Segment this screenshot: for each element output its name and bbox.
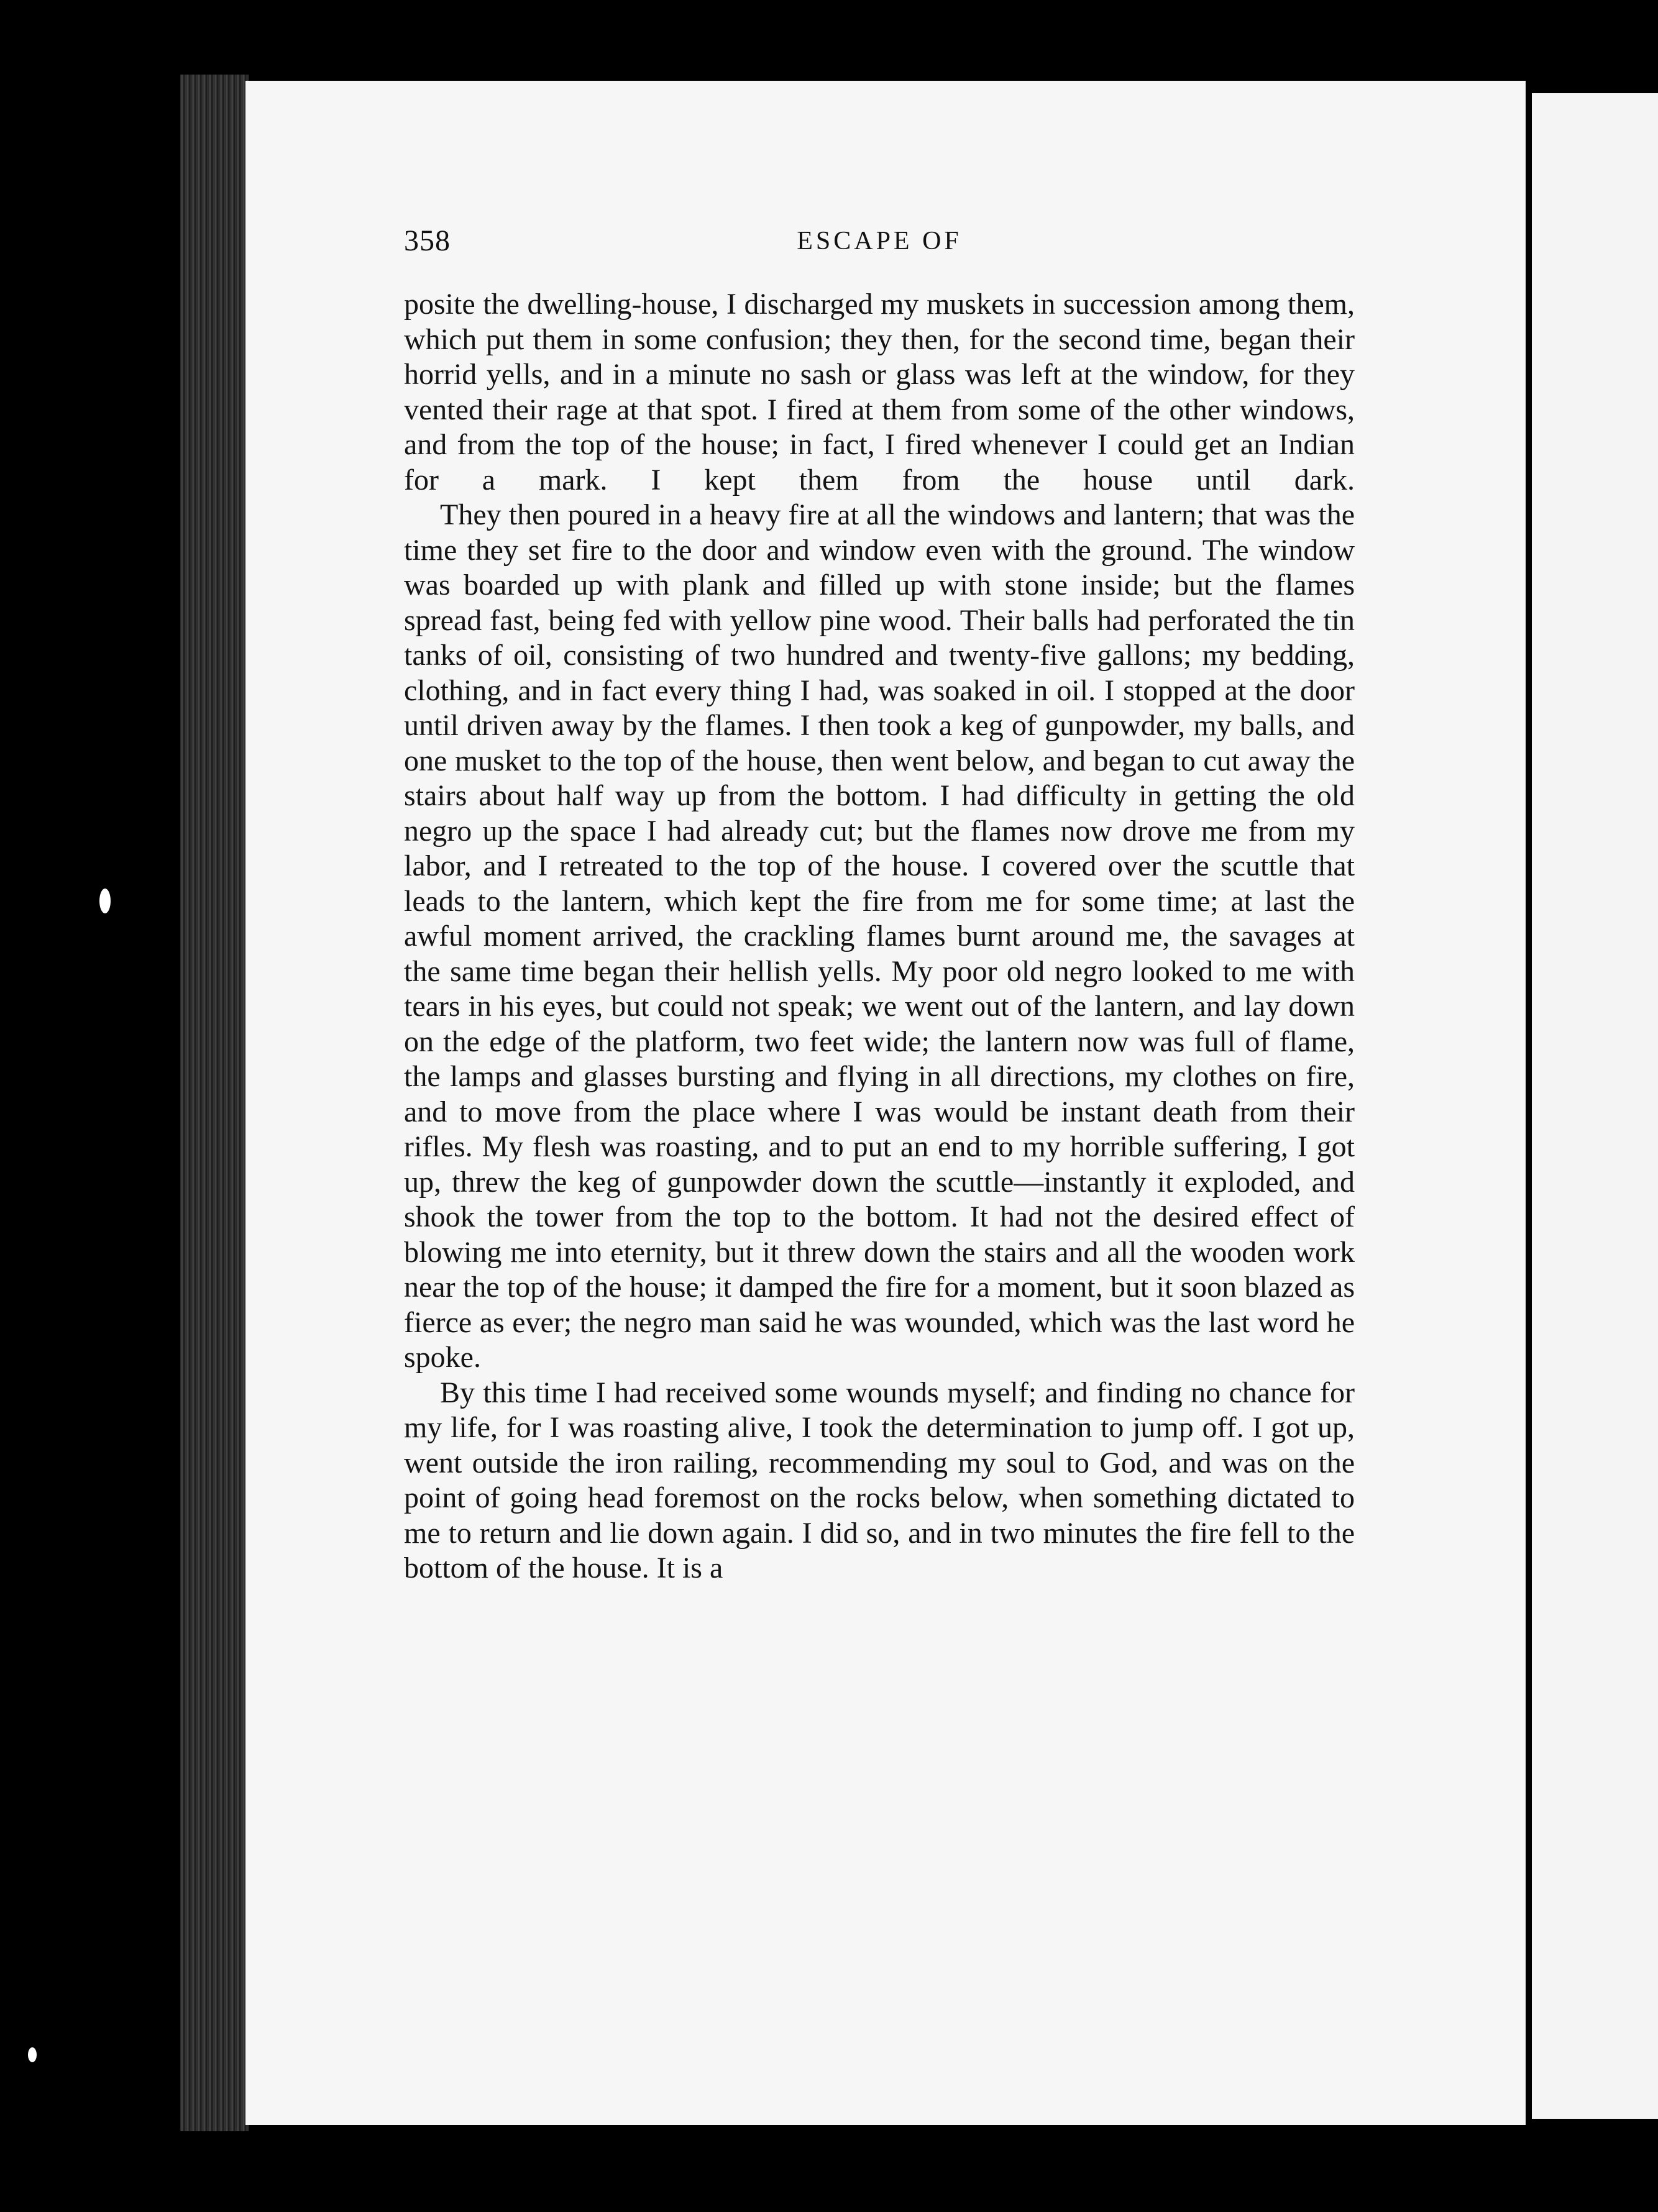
paragraph: By this time I had received some wounds myself; and finding no chance for my life, for I was roasting alive, I took the determination to jump off. I got up, went outside the iron railing, recommending my soul to God, and was on the point of going head foremost on the rocks below, when something dictated to me to return and lie down again. I did so, and in two minutes the fire fell to the bottom of the house. It is a [404, 1376, 1355, 1584]
edge-speck [99, 889, 111, 913]
running-head-title: ESCAPE OF [797, 227, 962, 255]
edge-speck [28, 2047, 37, 2062]
running-head [404, 224, 1355, 267]
facing-page [1532, 93, 1658, 2119]
paragraph-continued: posite the dwelling-house, I discharged my muskets in succession among them, which put them in some confusion; they then, for the second time, began their horrid yells, and in a minute no sash or glass was left at the window, for they vented their rage at that spot. I fired at them from some of the other windows, and from the top of the house; in fact, I fired whenever I could get an Indian for a mark. I kept them from the house until dark. [404, 288, 1355, 496]
paragraph: They then poured in a heavy fire at all the windows and lantern; that was the time they set fire to the door and window even with the ground. The window was boarded up with plank and filled up with stone inside; but the flames spread fast, being fed with yellow pine wood. Their balls had perforated the tin tanks of oil, consisting of two hundred and twenty-five gallons; my bedding, clothing, and in fact every thing I had, was soaked in oil. I stopped at the door until driven away by the flames. I then took a keg of gunpowder, my balls, and one musket to the top of the house, then went below, and began to cut away the stairs about half way up from the bottom. I had difficulty in getting the old negro up the space I had already cut; but the flames now drove me from my labor, and I retreated to the top of the house. I covered over the scuttle that leads to the lantern, which kept the fire from me for some time; at last the awful moment arrived, the crackling flames burnt around me, the savages at the same time began their hellish yells. My poor old negro looked to me with tears in his eyes, but could not speak; we went out of the lantern, and lay down on the edge of the platform, two feet wide; the lantern now was full of flame, the lamps and glasses bursting and flying in all directions, my clothes on fire, and to move from the place where I was would be instant death from their rifles. My flesh was roasting, and to put an end to my horrible suffering, I got up, threw the keg of gunpowder down the scuttle—instantly it exploded, and shook the tower from the top to the bottom. It had not the desired effect of blowing me into eternity, but it threw down the stairs and all the wooden work near the top of the house; it damped the fire for a moment, but it soon blazed as fierce as ever; the negro man said he was wounded, which was the last word he spoke. [404, 498, 1355, 1374]
page-number: 358 [404, 224, 451, 257]
body-text [404, 287, 1355, 1977]
book-page-edges [180, 75, 249, 2131]
